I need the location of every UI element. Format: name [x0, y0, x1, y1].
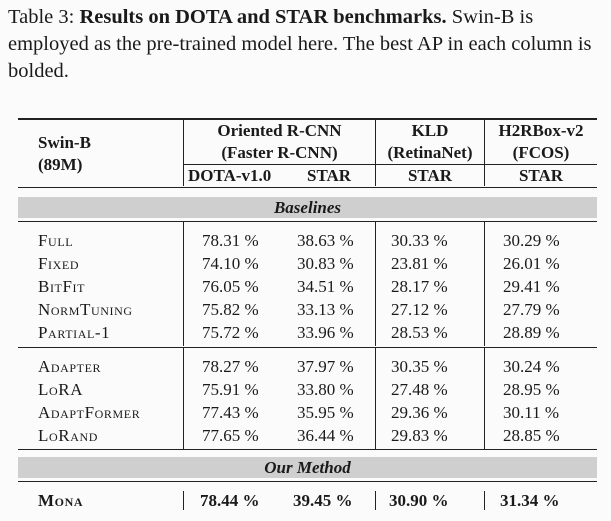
caption-title: Results on DOTA and STAR benchmarks.	[79, 6, 447, 28]
method-name: Mona	[38, 491, 84, 510]
header-model: Swin-B	[38, 133, 91, 152]
value-cell: 27.12 %	[391, 300, 448, 319]
value-cell: 30.24 %	[503, 357, 560, 376]
value-cell: 29.36 %	[391, 403, 448, 422]
header-group-1-line1: Oriented R-CNN	[217, 121, 342, 140]
value-cell: 75.91 %	[202, 380, 259, 399]
value-cell: 33.96 %	[297, 323, 354, 342]
value-cell: 31.34 %	[500, 491, 560, 510]
method-name: NormTuning	[38, 300, 133, 319]
value-cell: 36.44 %	[297, 426, 354, 445]
method-name: Full	[38, 231, 74, 250]
header-group-3-line1: H2RBox-v2	[498, 121, 584, 140]
value-cell: 30.11 %	[503, 403, 560, 422]
value-cell: 78.31 %	[202, 231, 259, 250]
value-cell: 39.45 %	[293, 491, 353, 510]
method-name: BitFit	[38, 277, 86, 296]
body-divider-2a	[375, 222, 376, 346]
section-band-baselines	[18, 197, 597, 218]
value-cell: 38.63 %	[297, 231, 354, 250]
table-top-rule	[18, 118, 597, 120]
header-group-underline	[183, 164, 597, 165]
value-cell: 78.44 %	[200, 491, 260, 510]
value-cell: 75.82 %	[202, 300, 259, 319]
method-name: Adapter	[38, 357, 102, 376]
value-cell: 37.97 %	[297, 357, 354, 376]
value-cell: 28.17 %	[391, 277, 448, 296]
method-name: Partial-1	[38, 323, 111, 342]
method-name: LoRA	[38, 380, 84, 399]
header-bottom-rule	[18, 187, 597, 188]
section-band-ours	[18, 457, 597, 478]
method-name: Fixed	[38, 254, 80, 273]
value-cell: 30.33 %	[391, 231, 448, 250]
value-cell: 77.43 %	[202, 403, 259, 422]
value-cell: 26.01 %	[503, 254, 560, 273]
method-name: LoRand	[38, 426, 98, 445]
value-cell: 74.10 %	[202, 254, 259, 273]
header-group-2-line2: (RetinaNet)	[387, 143, 473, 162]
value-cell: 27.48 %	[391, 380, 448, 399]
baselines-band-rule	[18, 221, 597, 222]
header-params: (89M)	[38, 155, 83, 174]
body-divider-1a	[183, 222, 184, 346]
body-divider-3a	[484, 222, 485, 346]
value-cell: 27.79 %	[503, 300, 560, 319]
value-cell: 28.85 %	[503, 426, 560, 445]
table-caption	[8, 4, 606, 85]
value-cell: 28.89 %	[503, 323, 560, 342]
group-separator-rule	[18, 347, 597, 348]
value-cell: 30.29 %	[503, 231, 560, 250]
section-label-ours: Our Method	[264, 458, 351, 477]
value-cell: 33.80 %	[297, 380, 354, 399]
row-separator-bar	[484, 491, 485, 510]
header-group-1-line2: (Faster R-CNN)	[221, 143, 338, 162]
value-cell: 76.05 %	[202, 277, 259, 296]
ours-band-top-rule	[18, 449, 597, 450]
header-dataset-star-2: STAR	[407, 166, 453, 185]
row-separator-bar	[183, 491, 184, 510]
value-cell: 78.27 %	[202, 357, 259, 376]
body-divider-1b	[183, 348, 184, 449]
value-cell: 29.41 %	[503, 277, 560, 296]
value-cell: 30.35 %	[391, 357, 448, 376]
value-cell: 23.81 %	[391, 254, 448, 273]
value-cell: 34.51 %	[297, 277, 354, 296]
section-label-baselines: Baselines	[273, 198, 342, 217]
caption-text: Swin-B is employed as the pre-trained model here. The best AP in each column is bolded.	[8, 6, 592, 82]
row-separator-bar	[375, 491, 376, 510]
value-cell: 28.53 %	[391, 323, 448, 342]
value-cell: 75.72 %	[202, 323, 259, 342]
ours-band-bottom-rule	[18, 481, 597, 482]
value-cell: 30.83 %	[297, 254, 354, 273]
header-group-2-line1: KLD	[411, 121, 449, 140]
header-group-3-line2: (FCOS)	[512, 143, 570, 162]
header-dataset-star-1: STAR	[307, 166, 352, 185]
value-cell: 30.90 %	[389, 491, 449, 510]
header-dataset-dota: DOTA-v1.0	[188, 166, 272, 185]
body-divider-3b	[484, 348, 485, 449]
method-name: AdaptFormer	[38, 403, 141, 422]
value-cell: 28.95 %	[503, 380, 560, 399]
value-cell: 33.13 %	[297, 300, 354, 319]
header-dataset-star-3: STAR	[518, 166, 564, 185]
value-cell: 35.95 %	[297, 403, 354, 422]
caption-label: Table 3:	[8, 6, 80, 28]
value-cell: 29.83 %	[391, 426, 448, 445]
body-divider-2b	[375, 348, 376, 449]
value-cell: 77.65 %	[202, 426, 259, 445]
